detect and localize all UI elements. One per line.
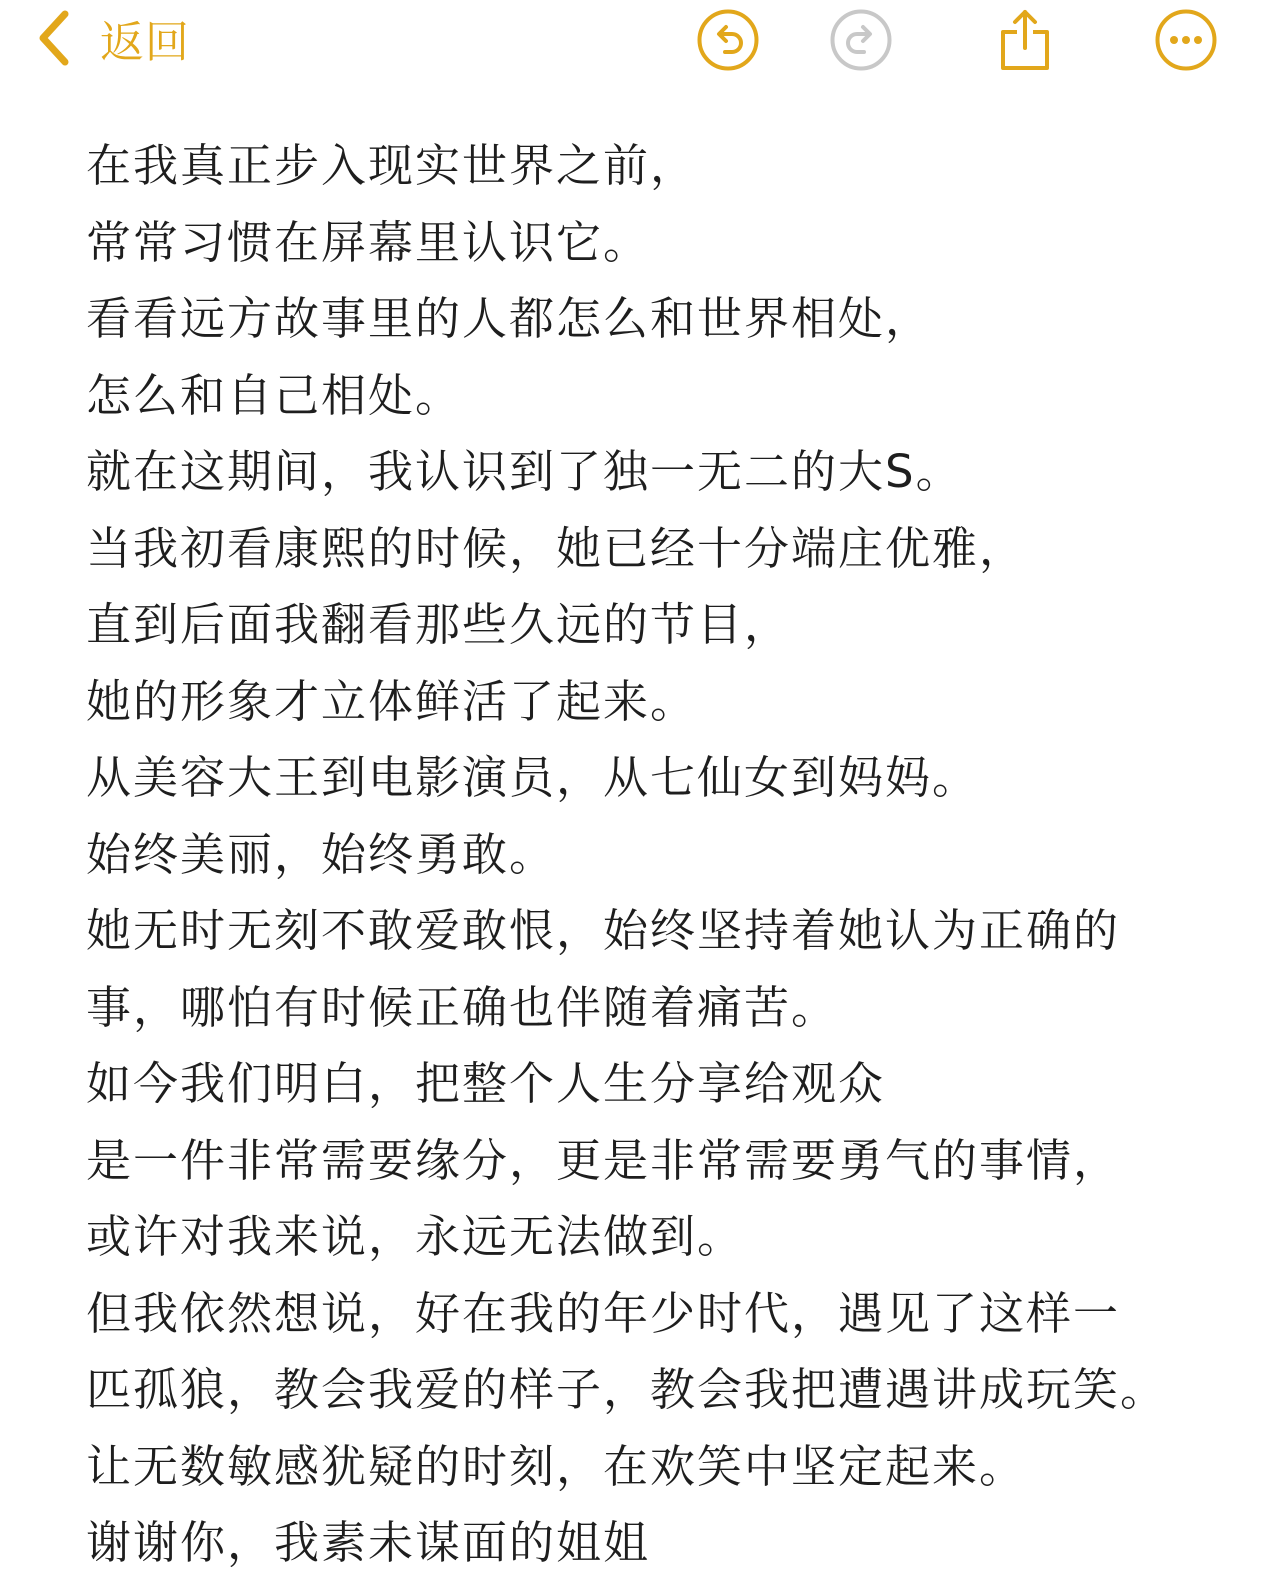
note-line: 就在这期间，我认识到了独一无二的大S。 (86, 445, 963, 498)
back-label: 返回 (100, 17, 190, 68)
note-line: 匹孤狼，教会我爱的样子，教会我把遭遇讲成玩笑。 (86, 1363, 1168, 1416)
note-line: 但我依然想说，好在我的年少时代，遇见了这样一 (86, 1286, 1121, 1340)
note-line: 她的形象才立体鲜活了起来。 (86, 674, 698, 728)
note-line: 在我真正步入现实世界之前， (86, 139, 698, 192)
note-line: 看看远方故事里的人都怎么和世界相处， (86, 292, 933, 345)
note-line: 她无时无刻不敢爱敢恨，始终坚持着她认为正确的 (86, 904, 1121, 957)
note-line: 让无数敏感犹疑的时刻，在欢笑中坚定起来。 (86, 1439, 1027, 1493)
note-line: 事，哪怕有时候正确也伴随着痛苦。 (86, 980, 839, 1034)
undo-button[interactable] (696, 8, 760, 72)
back-button[interactable] (36, 6, 190, 70)
note-body[interactable] (86, 128, 1216, 1582)
chevron-left-icon (36, 10, 70, 66)
note-line: 始终美丽，始终勇敢。 (86, 827, 557, 881)
note-line: 常常习惯在屏幕里认识它。 (86, 215, 651, 269)
note-line: 或许对我来说，永远无法做到。 (86, 1210, 745, 1263)
redo-button (829, 8, 893, 72)
note-line: 直到后面我翻看那些久远的节目， (86, 598, 792, 651)
toolbar (0, 0, 1280, 90)
undo-icon (696, 8, 760, 72)
note-line: 当我初看康熙的时候，她已经十分端庄优雅， (86, 521, 1027, 575)
note-line: 如今我们明白，把整个人生分享给观众 (86, 1057, 886, 1110)
note-line: 谢谢你，我素未谋面的姐姐 (86, 1516, 651, 1569)
more-button[interactable] (1154, 8, 1218, 72)
redo-icon (829, 8, 893, 72)
share-button[interactable] (993, 8, 1057, 72)
share-icon (993, 8, 1057, 72)
note-line: 怎么和自己相处。 (86, 368, 463, 422)
note-line: 是一件非常需要缘分，更是非常需要勇气的事情， (86, 1133, 1121, 1187)
note-line: 从美容大王到电影演员，从七仙女到妈妈。 (86, 751, 980, 804)
more-icon (1154, 8, 1218, 72)
